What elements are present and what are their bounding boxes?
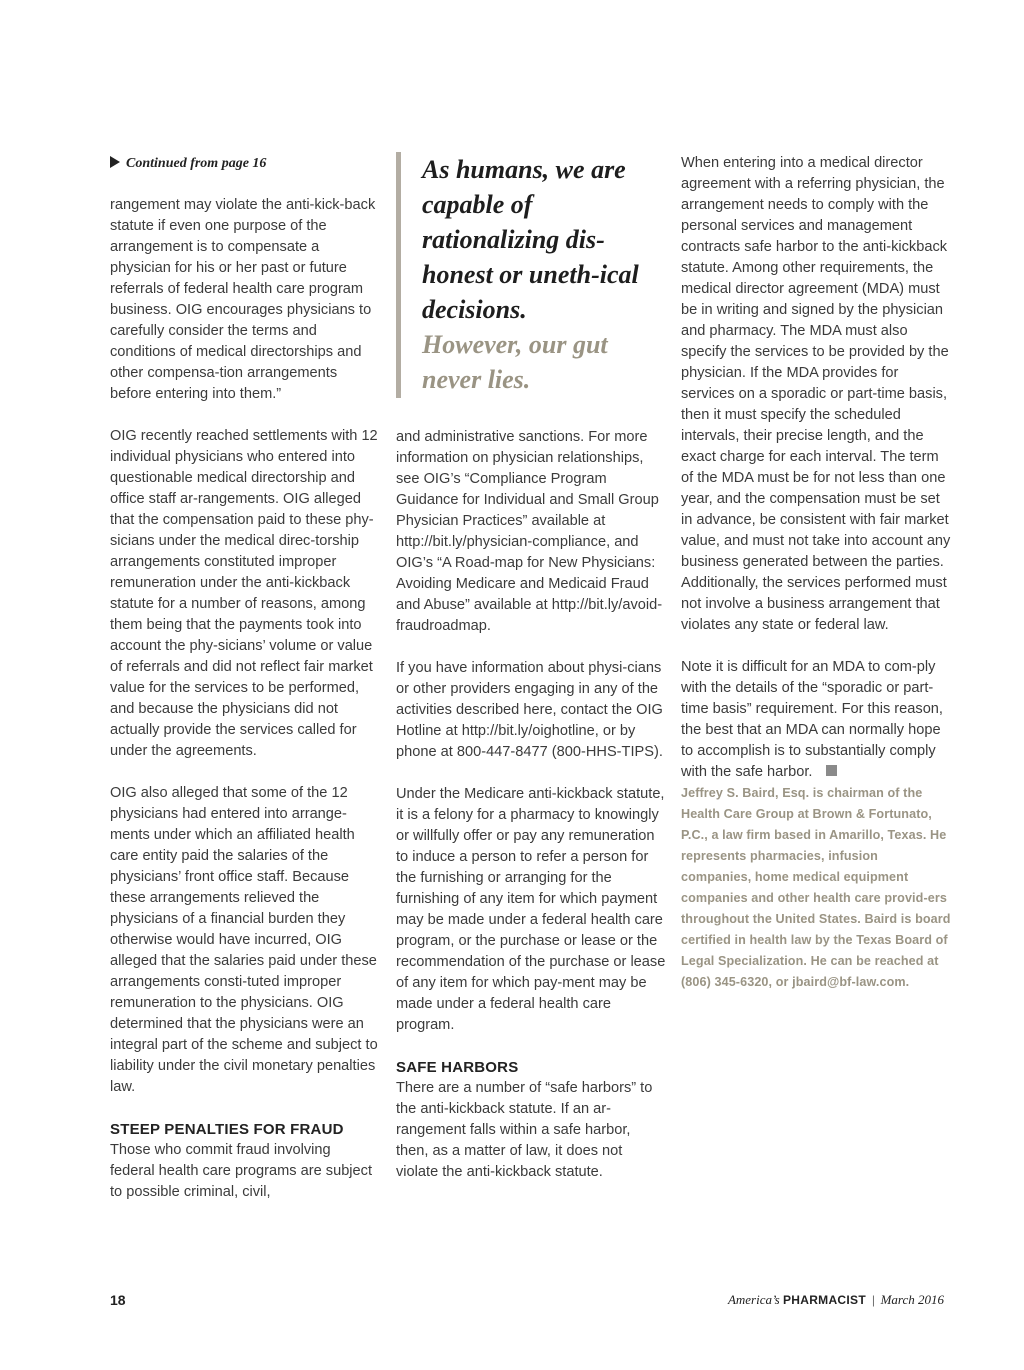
col2-paragraph-3: Under the Medicare anti-kickback statute, it is a felony for a pharmacy to knowingly or willfully offer or pay any remuneration to induce a person to refer a person for the furnishing or arranging for the furnishing of any item for which payment may be made under a federal health care program, or the purchase or lease or the recommendation of the purchase or lease of any item for which pay-ment may be made under a federal health care program. (396, 786, 666, 1033)
col1-paragraph-4: Those who commit fraud involving federal health care programs are subject to possible criminal, civil, (110, 1142, 373, 1200)
col2-paragraph-4: There are a number of “safe harbors” to the anti-kickback statute. If an ar-rangement falls within a safe harbor, then, as a matter of law, it does not violate the anti-kickback statute. (396, 1080, 653, 1180)
magazine-footer (728, 1292, 944, 1308)
col2-paragraph-1: and administrative sanctions. For more information on physician relationships, see OIG’s “Compliance Program Guidance for Individual and Small Group Physician Practices” available at http://bit.ly/physician-compliance, and OIG’s “A Road-map for New Physicians: Avoiding Medicare and Medicaid Fraud and Abuse” available at http://bit.ly/avoid-fraudroadmap. (396, 429, 663, 634)
continued-line (110, 153, 378, 174)
col3-paragraph-2 (681, 657, 951, 783)
column-3 (681, 153, 951, 993)
footer-separator: | (871, 1292, 875, 1307)
end-mark-icon (826, 765, 837, 776)
magazine-name: PHARMACIST (782, 1293, 866, 1307)
col1-paragraph-1: rangement may violate the anti-kick-back statute if even one purpose of the arrangement is to compensate a physician for his or her past or future referrals of federal health care program business. OIG encourages physicians to carefully consider the terms and conditions of medical directorships and other compensa-tion arrangements before entering into them.” (110, 197, 376, 402)
col3-paragraph-1: When entering into a medical director agreement with a referring physician, the arrangement needs to comply with the personal services and management contracts safe harbor to the anti-kickback statute. Among other requirements, the medical director agreement (MDA) must be in writing and signed by the physician and pharmacy. The MDA must also specify the services to be provided by the physician. If the MDA provides for services on a sporadic or part-time basis, then it must specify the scheduled intervals, their precise length, and the exact charge for each interval. The term of the MDA must be for not less than one year, and the compensation must be set in advance, be consistent with fair market value, and must not take into account any business generated between the parties. Additionally, the services performed must not involve a business arrangement that violates any state or federal law. (681, 155, 951, 633)
col1-paragraph-3: OIG also alleged that some of the 12 physicians had entered into arrange-ments under which an affiliated health care entity paid the salaries of the physicians’ front office staff. Because these arrangements relieved the physicians of a financial burden they otherwise would have incurred, OIG alleged that the salaries paid under these arrangements consti-tuted improper remuneration to the physicians. OIG determined that the physicians were an integral part of the scheme and subject to liability under the civil monetary penalties law. (110, 785, 378, 1095)
col3-paragraph-2-text: Note it is difficult for an MDA to com-ply with the details of the “sporadic or part-time basis” requirement. For this reason, the best that an MDA can normally hope to accomplish is to substantially comply with the safe harbor. (681, 659, 943, 780)
triangle-icon (110, 156, 120, 168)
pull-quote-light: However, our gut never lies. (422, 330, 608, 394)
column-2 (396, 427, 666, 1183)
page-number: 18 (110, 1292, 126, 1308)
heading-steep-penalties: STEEP PENALTIES FOR FRAUD (110, 1121, 344, 1138)
pull-quote-dark: As humans, we are capable of rationalizing dis-honest or uneth-ical decisions. (422, 155, 639, 324)
column-1 (110, 153, 378, 1203)
col1-paragraph-2: OIG recently reached settlements with 12 individual physicians who entered into questionable medical directorship and office staff ar-rangements. OIG alleged that the compensation paid to these phy-sicians under the medical direc-torship arrangements constituted improper remuneration under the anti-kickback statute for a number of reasons, among them being that the payments took into account the phy-sicians’ volume or value of referrals and did not reflect fair market value for the services to be performed, and because the physicians did not actually provide the services called for under the agreements. (110, 428, 378, 759)
pull-quote (396, 152, 656, 398)
col2-paragraph-2: If you have information about physi-cians or other providers engaging in any of the activities described here, contact the OIG Hotline at http://bit.ly/oighotline, or by phone at 800-447-8477 (800-HHS-TIPS). (396, 660, 663, 760)
author-bio: Jeffrey S. Baird, Esq. is chairman of the Health Care Group at Brown & Fortunato, P.C., a law firm based in Amarillo, Texas. He represents pharmacies, infusion companies, home medical equipment companies and other health care provid-ers throughout the United States. Baird is board certified in health law by the Texas Board of Legal Specialization. He can be reached at (806) 345-6320, or jbaird@bf-law.com. (681, 786, 951, 989)
magazine-prefix: America’s (727, 1292, 780, 1307)
issue-date: March 2016 (880, 1292, 944, 1307)
heading-safe-harbors: SAFE HARBORS (396, 1059, 519, 1076)
continued-text: Continued from page 16 (126, 156, 267, 171)
